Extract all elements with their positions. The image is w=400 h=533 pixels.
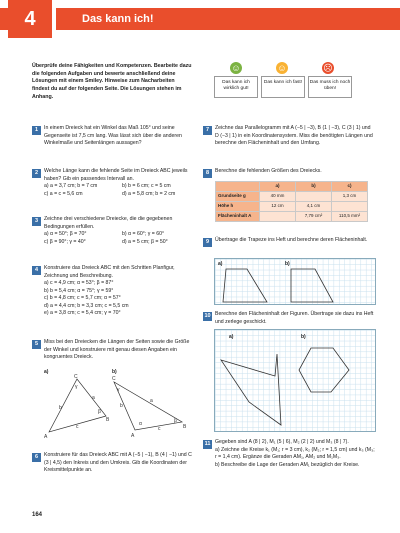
figure-b bbox=[299, 348, 349, 392]
task-9-grid bbox=[214, 258, 376, 305]
figure-label: b) bbox=[112, 369, 117, 375]
task-4-item: b) b = 5,4 cm; α = 75°; γ = 59° bbox=[44, 287, 114, 294]
task-11-text: Gegeben sind A (8 | 2), M₁ (5 | 6), M₂ (2 | 2) und M₃ (8 | 7). bbox=[215, 439, 349, 445]
figure-label: b) bbox=[301, 334, 306, 340]
task-2-item: b) b = 6 cm; c = 5 cm bbox=[122, 183, 171, 190]
task-2-item: d) a = 5,8 cm; b = 2 cm bbox=[122, 190, 176, 197]
svg-text:C: C bbox=[112, 376, 116, 382]
task-2-text: Welche Länge kann die fehlende Seite im Dreieck ABC jeweils haben? Gib ein passendes Intervall an. bbox=[44, 168, 188, 182]
task-3-item: c) β = 90°; γ = 40° bbox=[44, 238, 86, 245]
table-row bbox=[216, 202, 368, 212]
task-4 bbox=[44, 265, 196, 318]
header-band bbox=[0, 8, 400, 30]
task-9-text: Übertrage die Trapeze ins Heft und berechne deren Flächeninhalt. bbox=[215, 237, 368, 243]
task-4-item: c) b = 4,8 cm; c = 5,7 cm; α = 57° bbox=[44, 295, 121, 302]
table-cell: 1,3 cm bbox=[332, 192, 368, 202]
svg-text:B: B bbox=[183, 424, 187, 430]
task-11 bbox=[215, 439, 375, 469]
task-5-triangles bbox=[40, 372, 200, 442]
svg-text:β: β bbox=[98, 409, 101, 415]
svg-text:a: a bbox=[150, 398, 153, 404]
figure-a bbox=[221, 354, 281, 425]
smiley-happy-icon: ☺ bbox=[231, 62, 241, 73]
task-1-text: In einem Dreieck hat ein Winkel das Maß 105° und seine Gegenseite ist 7,5 cm lang. Was lässt sich über die anderen Winkelmaße und Seitenlängen aussagen? bbox=[44, 125, 182, 147]
task-6-text: Konstruiere für das Dreieck ABC mit A (−5 | −1), B (4 | −1) und C (3 | 4,5) den Inkreis und den Umkreis. Gib die Koordinaten der Kreismittelpunkte an. bbox=[44, 452, 192, 474]
table-header: c) bbox=[332, 182, 368, 192]
task-number: 4 bbox=[32, 266, 41, 275]
smiley-sad-icon: ☹ bbox=[323, 62, 333, 73]
smiley-label-almost: Das kann ich fast! bbox=[261, 76, 305, 98]
table-cell: 40 mm bbox=[260, 192, 296, 202]
smiley-label-practice: Das muss ich noch üben! bbox=[308, 76, 352, 98]
svg-text:c: c bbox=[158, 426, 161, 432]
table-header bbox=[216, 182, 260, 192]
table-cell: Grundseite g bbox=[216, 192, 260, 202]
svg-text:a: a bbox=[92, 395, 95, 401]
task-4-item: d) a = 4,4 cm; b = 3,3 cm; c = 5,5 cm bbox=[44, 302, 129, 309]
task-5-text: Miss bei den Dreiecken die Längen der Seiten sowie die Größe der Winkel und konstruiere mit genau diesen Angaben ein kongruentes Dreieck. bbox=[44, 339, 190, 361]
svg-text:γ: γ bbox=[117, 387, 120, 393]
table-cell: Höhe h bbox=[216, 202, 260, 212]
svg-text:b: b bbox=[120, 403, 123, 409]
task-4-item: a) c = 4,9 cm; α = 53°; β = 87° bbox=[44, 280, 114, 287]
svg-text:C: C bbox=[74, 374, 78, 380]
task-number: 11 bbox=[203, 440, 212, 449]
task-3-item: a) α = 50°; β = 70° bbox=[44, 231, 87, 238]
task-3-text: Zeichne drei verschiedene Dreiecke, die die gegebenen Bedingungen erfüllen. bbox=[44, 216, 173, 230]
table-header: a) bbox=[260, 182, 296, 192]
task-4-item: e) a = 3,8 cm; c = 5,4 cm; γ = 70° bbox=[44, 310, 121, 317]
task-number: 9 bbox=[203, 238, 212, 247]
table-cell bbox=[296, 192, 332, 202]
task-8-table bbox=[215, 181, 368, 222]
svg-text:γ: γ bbox=[75, 384, 78, 390]
task-2-item: c) a = c = 5,6 cm bbox=[44, 190, 83, 197]
task-2-item: a) a = 3,7 cm; b = 7 cm bbox=[44, 183, 98, 190]
task-3-item: d) a = 5 cm; β = 50° bbox=[122, 238, 168, 245]
figure-label: a) bbox=[218, 261, 223, 267]
table-cell: 12 cm bbox=[260, 202, 296, 212]
task-11-item: a) Zeichne die Kreise k₁ (M₁; r = 3 cm), k₂ (M₂; r = 1,5 cm) und k₃ (M₃; r = 1,4 cm). Ergänze die Geraden AM₁, AM₂ und M₁M₃. bbox=[215, 446, 375, 461]
table-row bbox=[216, 212, 368, 222]
svg-text:β: β bbox=[174, 418, 177, 424]
task-number: 3 bbox=[32, 217, 41, 226]
task-4-text: Konstruiere das Dreieck ABC mit den Schritten Planfigur, Zeichnung und Beschreibung. bbox=[44, 265, 175, 279]
trapezoid-b bbox=[291, 269, 333, 302]
header-separator bbox=[52, 8, 56, 30]
figure-label: a) bbox=[44, 369, 49, 375]
task-3 bbox=[44, 216, 196, 246]
trapezoid-a bbox=[223, 269, 267, 302]
task-10-figures bbox=[215, 330, 377, 433]
task-11-item: b) Beschreibe die Lage der Geraden AM₁ bezüglich der Kreise. bbox=[215, 461, 360, 468]
task-number: 5 bbox=[32, 340, 41, 349]
svg-text:α: α bbox=[139, 421, 142, 427]
table-row bbox=[216, 192, 368, 202]
table-cell: Flächeninhalt A bbox=[216, 212, 260, 222]
task-9-trapezoids bbox=[215, 259, 377, 306]
table-cell bbox=[332, 202, 368, 212]
table-header: b) bbox=[296, 182, 332, 192]
task-number: 1 bbox=[32, 126, 41, 135]
smiley-neutral-icon: ☺ bbox=[277, 62, 287, 73]
chapter-number: 4 bbox=[8, 0, 52, 38]
intro-text: Überprüfe deine Fähigkeiten und Kompetenzen. Bearbeite dazu die folgenden Aufgaben und bewerte anschließend deine Lösungen mit einem Smiley. Hinweise zum Nacharbeiten findest du auf der folgenden Seite. Die Lösungen stehen im Anhang. bbox=[32, 63, 192, 100]
self-assessment-box bbox=[212, 62, 360, 102]
task-number: 6 bbox=[32, 453, 41, 462]
svg-text:A: A bbox=[131, 433, 135, 439]
table-cell bbox=[260, 212, 296, 222]
svg-text:B: B bbox=[106, 417, 110, 423]
svg-text:b: b bbox=[59, 405, 62, 411]
task-number: 8 bbox=[203, 169, 212, 178]
svg-text:c: c bbox=[76, 424, 79, 430]
table-cell: 110,5 mm² bbox=[332, 212, 368, 222]
task-number: 7 bbox=[203, 126, 212, 135]
smiley-label-good: Das kann ich wirklich gut! bbox=[214, 76, 258, 98]
task-7-text: Zeichne das Parallelogramm mit A (−5 | −3), B (1 | −3), C (3 | 1) und D (−3 | 1) in ein Koordinatensystem. Miss die benötigten Längen und berechne den Flächeninhalt und den Umfang. bbox=[215, 125, 373, 147]
svg-text:A: A bbox=[44, 434, 48, 440]
task-10-text: Berechne den Flächeninhalt der Figuren. Übertrage sie dazu ins Heft und zerlege geschickt. bbox=[215, 311, 374, 325]
page-number: 164 bbox=[32, 512, 43, 518]
task-2 bbox=[44, 168, 196, 198]
page-title: Das kann ich! bbox=[82, 13, 154, 25]
triangle-b bbox=[114, 382, 182, 430]
table-cell: 4,1 cm bbox=[296, 202, 332, 212]
task-number: 10 bbox=[203, 312, 212, 321]
page-header bbox=[0, 0, 400, 38]
table-cell: 7,79 cm² bbox=[296, 212, 332, 222]
task-number: 2 bbox=[32, 169, 41, 178]
task-3-item: b) α = 60°; γ = 60° bbox=[122, 231, 165, 238]
task-10-grid bbox=[214, 329, 376, 432]
task-8-text: Berechne die fehlenden Größen des Dreiecks. bbox=[215, 168, 322, 174]
figure-label: a) bbox=[229, 334, 234, 340]
figure-label: b) bbox=[285, 261, 290, 267]
